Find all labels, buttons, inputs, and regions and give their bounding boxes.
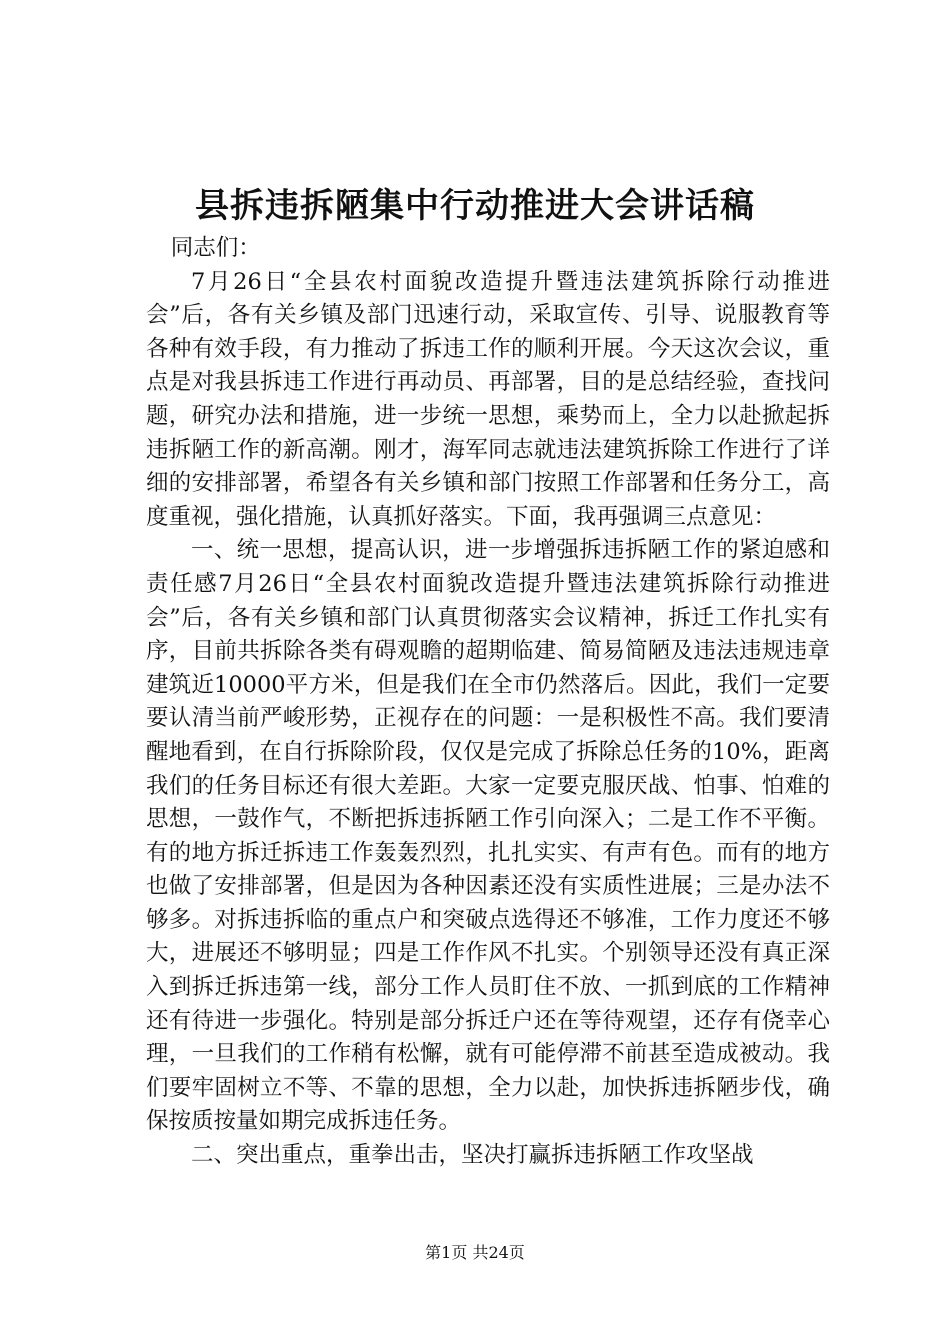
paragraph-section-one: 一、统一思想，提高认识，进一步增强拆违拆陋工作的紧迫感和责任感7月26日“全县农村面貌改造提升暨违法建筑拆除行动推进会”后，各有关乡镇和部门认真贯彻落实会议精神，拆迁工作扎实有序，目前共拆除各类有碍观瞻的超期临建、简易简陋及违法违规违章建筑近10000平方米，但是我们在全市仍然落后。因此，我们一定要要认清当前严峻形势，正视存在的问题：一是积极性不高。我们要清醒地看到，在自行拆除阶段，仅仅是完成了拆除总任务的10%，距离我们的任务目标还有很大差距。大家一定要克服厌战、怕事、怕难的思想，一鼓作气，不断把拆违拆陋工作引向深入；二是工作不平衡。有的地方拆迁拆违工作轰轰烈烈，扎扎实实、有声有色。而有的地方也做了安排部署，但是因为各种因素还没有实质性进展；三是办法不够多。对拆违拆临的重点户和突破点选得还不够准，工作力度还不够大，进展还不够明显；四是工作作风不扎实。个别领导还没有真正深入到拆迁拆违第一线，部分工作人员盯住不放、一抓到底的工作精神还有待进一步强化。特别是部分拆迁户还在等待观望，还存有侥幸心理，一旦我们的工作稍有松懈，就有可能停滞不前甚至造成被动。我们要牢固树立不等、不靠的思想，全力以赴，加快拆违拆陋步伐，确保按质按量如期完成拆违任务。 xyxy=(146,537,830,1135)
page-number-footer: 第1页 共24页 xyxy=(425,1243,525,1262)
document-title: 县拆违拆陋集中行动推进大会讲话稿 xyxy=(195,186,755,226)
greeting: 同志们： xyxy=(170,235,261,261)
paragraph-section-two-heading: 二、突出重点，重拳出击，坚决打赢拆违拆陋工作攻坚战 xyxy=(191,1142,754,1169)
document-body xyxy=(146,232,830,1173)
paragraph-intro: 7月26日“全县农村面貌改造提升暨违法建筑拆除行动推进会”后，各有关乡镇及部门迅速行动，采取宣传、引导、说服教育等各种有效手段，有力推动了拆违工作的顺利开展。今天这次会议，重点是对我县拆违工作进行再动员、再部署，目的是总结经验，查找问题，研究办法和措施，进一步统一思想，乘势而上，全力以赴掀起拆违拆陋工作的新高潮。刚才，海军同志就违法建筑拆除工作进行了详细的安排部署，希望各有关乡镇和部门按照工作部署和任务分工，高度重视，强化措施，认真抓好落实。下面，我再强调三点意见： xyxy=(146,268,830,530)
